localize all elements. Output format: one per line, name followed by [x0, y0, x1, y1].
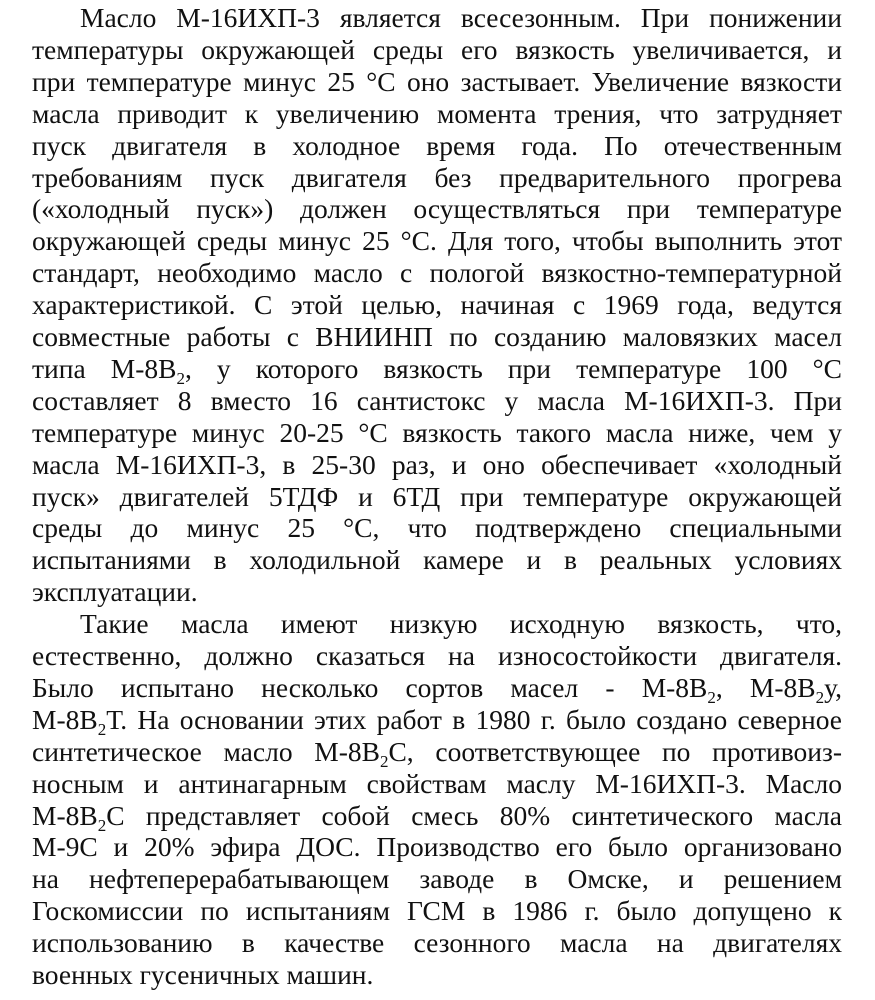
text-line [32, 768, 842, 800]
subscript: 2 [379, 751, 389, 771]
text-run: температуре минус 20-25 °С вязкость такого масла ниже, чем у [32, 416, 842, 448]
text-line [32, 66, 842, 98]
text-run: совместные работы с ВНИИНП по созданию маловязких масел [32, 321, 842, 352]
subscript: 2 [815, 687, 825, 707]
text-run: испытаниями в холодильной камере и в реальных условиях [32, 544, 842, 576]
text-line [32, 257, 842, 289]
text-line [32, 449, 842, 481]
text-run: носным и антинагарным свойствам маслу М-16ИХП-3. Масло [32, 767, 842, 799]
text-run: типа М-8В [32, 352, 177, 384]
text-run: использованию в качестве сезонного масла на двигателях [32, 927, 842, 959]
text-line [32, 895, 842, 927]
text-line [80, 2, 842, 34]
text-line [32, 831, 842, 863]
text-line [32, 544, 842, 576]
text-line [32, 927, 842, 959]
text-run: естественно, должно сказаться на износостойкости двигателя. [32, 640, 842, 671]
text-line [32, 481, 842, 513]
text-line [32, 417, 842, 449]
text-line [32, 352, 843, 388]
text-line [32, 321, 842, 353]
text-run: Такие масла имеют низкую исходную вязкость, что, [80, 608, 842, 640]
text-run: среды до минус 25 °С, что подтверждено специальными [32, 512, 842, 544]
text-run: М-9С и 20% эфира ДОС. Производство его было организовано [32, 831, 842, 863]
text-line [32, 512, 842, 544]
text-run: С, соответствующее по противоиз- [388, 735, 842, 767]
text-run: пуск» двигателей 5ТДФ и 6ТД при температуре окружающей [32, 480, 842, 512]
text-run: Масло М-16ИХП-3 является всесезонным. При понижении [80, 2, 842, 33]
text-run: , у которого вязкость при температуре 100 °С [184, 352, 843, 384]
text-line [32, 640, 842, 672]
text-line [32, 130, 842, 162]
text-run: синтетическое масло М-8В [32, 735, 380, 767]
text-run: военных гусеничных машин. [32, 959, 374, 990]
text-line [32, 385, 842, 417]
text-run: С представляет собой смесь 80% синтетического масла [106, 799, 842, 831]
subscript: 2 [97, 719, 107, 739]
text-run: , М-8В [715, 671, 816, 703]
text-run: требованиям пуск двигателя без предварительного прогрева [32, 161, 842, 193]
text-run: окружающей среды минус 25 °С. Для того, чтобы выполнить этот [32, 225, 842, 257]
text-line [32, 162, 842, 194]
text-run: при температуре минус 25 °С оно застывает. Увеличение вязкости [32, 65, 842, 97]
text-line [80, 608, 842, 640]
text-run: Т. На основании этих работ в 1980 г. было создано северное [106, 703, 842, 735]
text-line [32, 703, 842, 739]
text-run: масла приводит к увеличению момента трения, что затрудняет [32, 97, 842, 129]
text-line [32, 959, 842, 991]
text-run: составляет 8 вместо 16 сантистокс у масла М-16ИХП-3. При [32, 384, 842, 416]
text-run: на нефтеперерабатывающем заводе в Омске, и решением [32, 863, 842, 895]
text-line [32, 193, 842, 225]
subscript: 2 [176, 368, 185, 388]
text-run: М-8В [32, 703, 98, 735]
text-line [32, 225, 842, 257]
text-run: пуск двигателя в холодное время года. По отечественным [32, 129, 842, 161]
text-line [32, 863, 842, 895]
text-line [32, 34, 842, 66]
subscript: 2 [707, 687, 716, 707]
text-run: стандарт, необходимо масло с пологой вязкостно-температурной [32, 257, 842, 289]
text-run: Госкомиссии по испытаниям ГСМ в 1986 г. было допущено к [32, 895, 842, 927]
text-run: эксплуатации. [32, 576, 198, 608]
text-run: Было испытано несколько сортов масел - М-8В [32, 671, 708, 703]
text-line [32, 576, 842, 608]
text-run: характеристикой. С этой целью, начиная с 1969 года, ведутся [32, 289, 842, 321]
text-run: («холодный пуск») должен осуществляться при температуре [32, 193, 842, 225]
text-run: масла М-16ИХП-3, в 25-30 раз, и оно обеспечивает «холодный [32, 448, 842, 480]
text-line [32, 671, 843, 707]
text-line [32, 799, 842, 835]
subscript: 2 [97, 815, 107, 835]
text-run: у, [824, 671, 843, 703]
text-run: М-8В [32, 799, 98, 831]
text-line [32, 289, 842, 321]
text-run: температуры окружающей среды его вязкость увеличивается, и [32, 33, 842, 65]
text-line [32, 735, 842, 771]
text-line [32, 98, 842, 130]
